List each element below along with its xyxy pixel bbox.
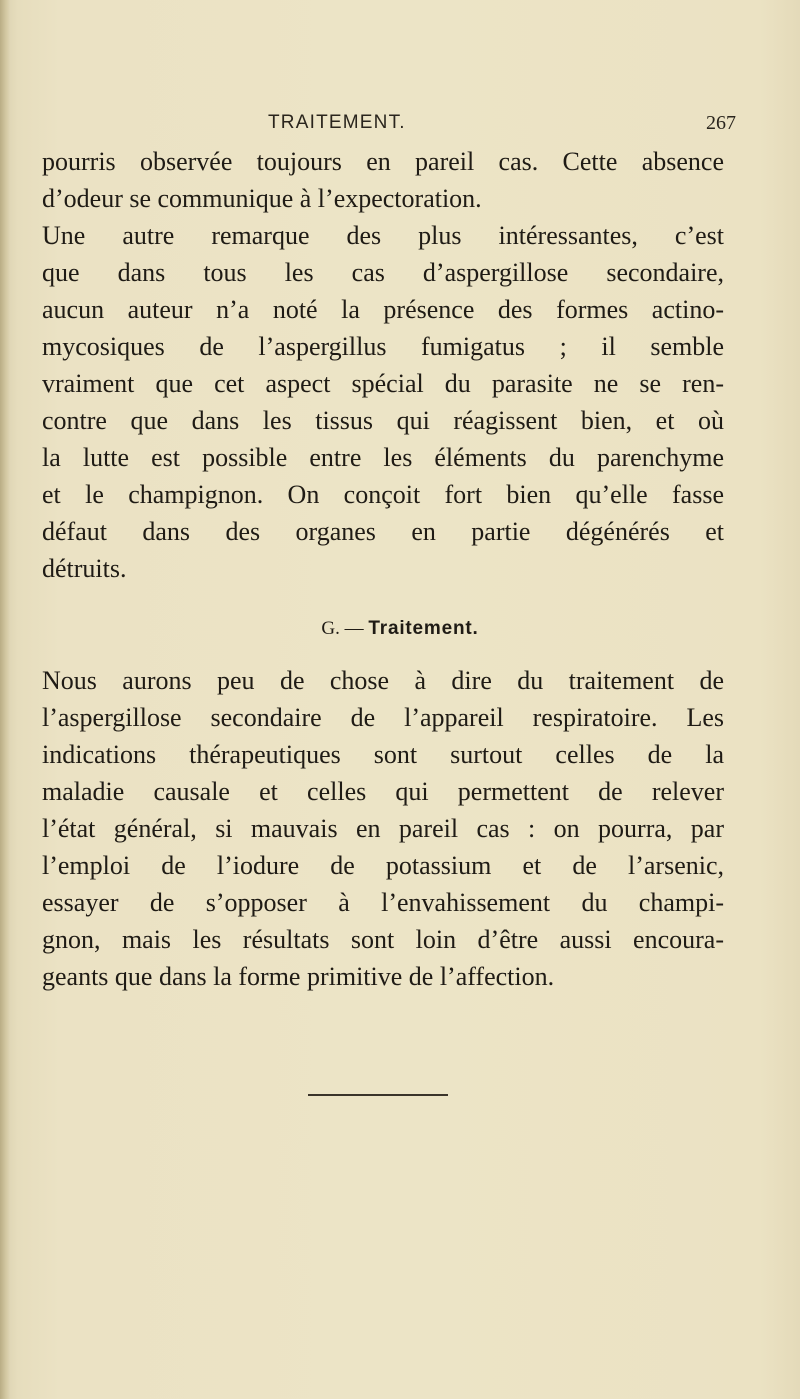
text-line: la lutte est possible entre les éléments du parenchyme: [42, 443, 724, 472]
section-heading: [0, 617, 800, 641]
running-head-title: TRAITEMENT.: [268, 112, 406, 133]
text-line: l’état général, si mauvais en pareil cas : on pourra, par: [42, 814, 724, 843]
text-line: détruits.: [42, 554, 127, 583]
text-line: Nous aurons peu de chose à dire du traitement de: [42, 666, 724, 695]
paragraph-remarque: [42, 217, 724, 587]
section-letter: G. —: [321, 618, 364, 639]
section-title: Traitement.: [368, 618, 479, 639]
text-line: geants que dans la forme primitive de l’affection.: [42, 962, 555, 991]
page-binding-edge: [0, 0, 10, 1399]
text-line: d’odeur se communique à l’expectoration.: [42, 184, 482, 213]
text-line: contre que dans les tissus qui réagissent bien, et où: [42, 406, 724, 435]
text-line: gnon, mais les résultats sont loin d’être aussi encoura-: [42, 925, 724, 954]
text-line: défaut dans des organes en partie dégénérés et: [42, 517, 724, 546]
text-line: et le champignon. On conçoit fort bien qu’elle fasse: [42, 480, 724, 509]
text-line: mycosiques de l’aspergillus fumigatus ; il semble: [42, 332, 724, 361]
paragraph-traitement: [42, 662, 724, 995]
text-line: indications thérapeutiques sont surtout celles de la: [42, 740, 724, 769]
text-line: vraiment que cet aspect spécial du parasite ne se ren-: [42, 369, 724, 398]
text-line: Une autre remarque des plus intéressantes, c’est: [42, 221, 724, 250]
text-line: maladie causale et celles qui permettent de relever: [42, 777, 724, 806]
text-line: l’aspergillose secondaire de l’appareil respiratoire. Les: [42, 703, 724, 732]
page-number: 267: [706, 112, 736, 134]
text-line: l’emploi de l’iodure de potassium et de l’arsenic,: [42, 851, 724, 880]
text-line: pourris observée toujours en pareil cas. Cette absence: [42, 147, 724, 176]
running-head: [0, 112, 800, 142]
text-line: aucun auteur n’a noté la présence des formes actino-: [42, 295, 724, 324]
end-rule-divider: [308, 1094, 448, 1096]
text-line: que dans tous les cas d’aspergillose secondaire,: [42, 258, 724, 287]
paragraph-continuation: [42, 143, 724, 217]
text-line: essayer de s’opposer à l’envahissement du champi-: [42, 888, 724, 917]
